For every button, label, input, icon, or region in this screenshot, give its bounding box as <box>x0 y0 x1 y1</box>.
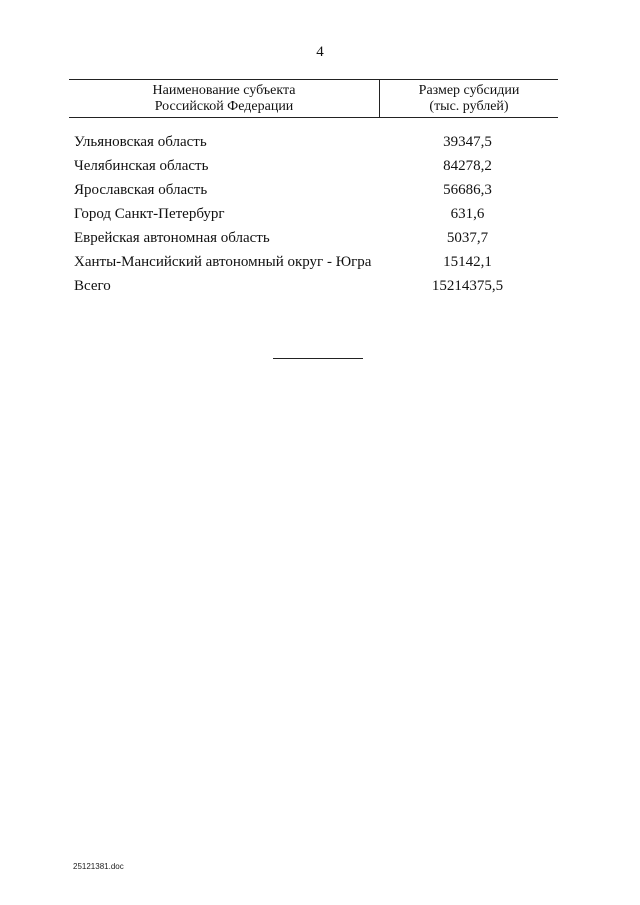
region-name: Город Санкт-Петербург <box>74 206 225 222</box>
header-subsidy-size-line2: (тыс. рублей) <box>429 99 509 114</box>
header-subsidy-size-line1: Размер субсидии <box>418 83 520 98</box>
table-row <box>74 205 558 229</box>
table-row <box>74 157 558 181</box>
end-of-table-rule <box>273 358 363 359</box>
subsidy-value: 5037,7 <box>446 230 489 246</box>
header-region-name-line2: Российской Федерации <box>154 99 294 114</box>
region-name: Ханты-Мансийский автономный округ - Югра <box>74 254 372 270</box>
region-name: Челябинская область <box>74 158 209 174</box>
table-row-total <box>74 277 558 301</box>
table-row <box>74 229 558 253</box>
footer-filename: 25121381.doc <box>73 862 124 871</box>
region-name: Ульяновская область <box>74 134 207 150</box>
subsidy-value: 84278,2 <box>443 158 492 174</box>
table-header <box>69 79 558 118</box>
table-row <box>74 181 558 205</box>
subsidy-value: 56686,3 <box>443 182 492 198</box>
subsidy-value: 631,6 <box>450 206 485 222</box>
total-label: Всего <box>74 278 111 294</box>
table-body <box>74 133 558 301</box>
page-number: 4 <box>316 44 324 60</box>
subsidy-value: 39347,5 <box>443 134 492 150</box>
header-subsidy-size <box>380 80 558 117</box>
table-row <box>74 253 558 277</box>
total-value: 15214375,5 <box>431 278 504 294</box>
region-name: Еврейская автономная область <box>74 230 270 246</box>
table-row <box>74 133 558 157</box>
subsidy-value: 15142,1 <box>443 254 492 270</box>
region-name: Ярославская область <box>74 182 208 198</box>
header-region-name-line1: Наименование субъекта <box>152 83 296 98</box>
header-region-name <box>69 80 380 117</box>
